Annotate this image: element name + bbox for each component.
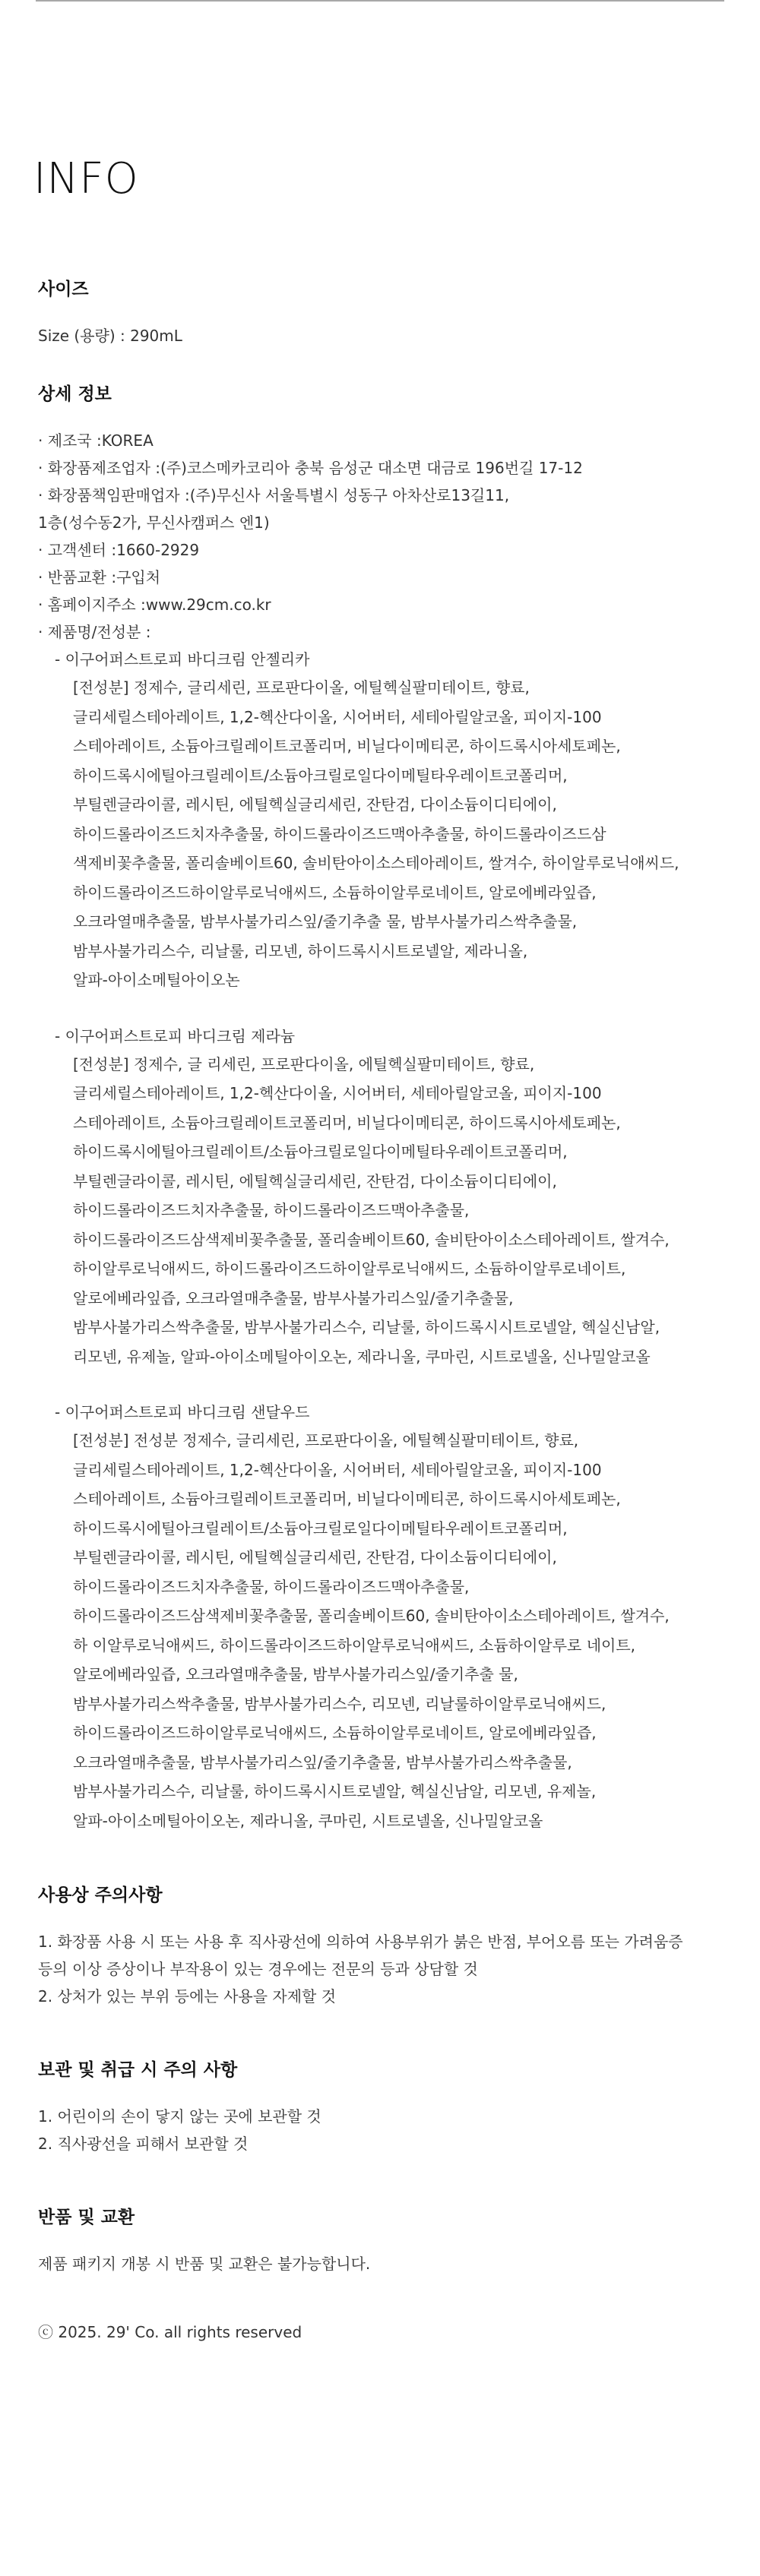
page-title: INFO	[33, 154, 139, 204]
detail-line-origin: · 제조국 :KOREA	[38, 431, 154, 450]
ingredient-line: 알파-아이소메틸아이오논, 제라니올, 쿠마린, 시트로넬올, 신나밀알코올	[73, 1811, 543, 1830]
storage-line: 1. 어린이의 손이 닿지 않는 곳에 보관할 것	[38, 2107, 321, 2126]
ingredient-line: 오크라열매추출물, 밤부사불가리스잎/줄기추출물, 밤부사불가리스싹추출물,	[73, 1753, 572, 1772]
top-divider	[36, 0, 724, 2]
ingredient-list	[55, 673, 730, 995]
detail-line-product-ingredients: · 제품명/전성분 :	[38, 623, 151, 641]
size-heading: 사이즈	[38, 280, 89, 299]
ingredient-line: 스테아레이트, 소듐아크릴레이트코폴리머, 비닐다이메티콘, 하이드록시아세토페논,	[73, 1113, 621, 1132]
product-name: - 이구어퍼스트로피 바디크림 샌달우드	[55, 1403, 310, 1421]
copyright-text: ⓒ 2025. 29' Co. all rights reserved	[38, 2323, 302, 2341]
detail-line-homepage: · 홈페이지주소 :www.29cm.co.kr	[38, 596, 271, 614]
ingredient-line: 부틸렌글라이콜, 레시틴, 에틸헥실글리세린, 잔탄검, 다이소듐이디티에이,	[73, 1171, 557, 1190]
size-line: Size (용량) : 290mL	[38, 327, 182, 345]
ingredient-line: 리모넨, 유제놀, 알파-아이소메틸아이오논, 제라니올, 쿠마린, 시트로넬올, 신나밀알코올	[73, 1347, 651, 1366]
ingredient-line: 글리세릴스테아레이트, 1,2-헥산다이올, 시어버터, 세테아릴알코올, 피이지-100	[73, 1084, 602, 1102]
ingredient-line: 오크라열매추출물, 밤부사불가리스잎/줄기추출 물, 밤부사불가리스싹추출물,	[73, 912, 578, 931]
ingredient-line: 스테아레이트, 소듐아크릴레이트코폴리머, 비닐다이메티콘, 하이드록시아세토페논,	[73, 1490, 621, 1508]
ingredient-line: 하이드롤라이즈드치자추출물, 하이드롤라이즈드맥아추출물,	[73, 1201, 470, 1219]
detail-line-manufacturer: · 화장품제조업자 :(주)코스메카코리아 충북 음성군 대소면 대금로 196번길 17-12	[38, 459, 583, 477]
ingredient-line: 밤부사불가리스수, 리날룰, 리모넨, 하이드록시시트로넬알, 제라니올,	[73, 941, 528, 960]
ingredient-line: 글리세릴스테아레이트, 1,2-헥산다이올, 시어버터, 세테아릴알코올, 피이지-100	[73, 707, 602, 726]
ingredient-line: 알로에베라잎즙, 오크라열매추출물, 밤부사불가리스잎/줄기추출 물,	[73, 1665, 518, 1683]
return-section	[38, 2206, 730, 2277]
detail-line-customer-center: · 고객센터 :1660-2929	[38, 541, 200, 559]
storage-line: 2. 직사광선을 피해서 보관할 것	[38, 2135, 249, 2153]
ingredient-line: 하이드롤라이즈드하이알루로닉애씨드, 소듐하이알루로네이트, 알로에베라잎즙,	[73, 1724, 597, 1742]
ingredient-line: 알로에베라잎즙, 오크라열매추출물, 밤부사불가리스잎/줄기추출물,	[73, 1288, 514, 1307]
ingredient-line: 밤부사불가리스수, 리날룰, 하이드록시시트로넬알, 헥실신남알, 리모넨, 유제놀,	[73, 1782, 597, 1800]
ingredient-line: [전성분] 전성분 정제수, 글리세린, 프로판다이올, 에틸헥실팔미테이트, 향료,	[73, 1431, 579, 1449]
ingredient-line: 하이드롤라이즈드하이알루로닉애씨드, 소듐하이알루로네이트, 알로에베라잎즙,	[73, 883, 597, 902]
detail-line-seller-address: 1층(성수동2가, 무신사캠퍼스 엔1)	[38, 514, 270, 532]
ingredient-line: 하이드록시에틸아크릴레이트/소듐아크릴로일다이메틸타우레이트코폴리머,	[73, 1143, 568, 1161]
detail-heading: 상세 정보	[38, 384, 112, 404]
caution-line: 2. 상처가 있는 부위 등에는 사용을 자제할 것	[38, 1987, 337, 2005]
detail-line-seller: · 화장품책임판매업자 :(주)무신사 서울특별시 성동구 아차산로13길11,	[38, 486, 510, 504]
ingredient-line: 알파-아이소메틸아이오논	[73, 971, 240, 989]
return-heading: 반품 및 교환	[38, 2208, 135, 2227]
product-item	[55, 646, 730, 995]
ingredient-line: 하이드롤라이즈드치자추출물, 하이드롤라이즈드맥아추출물, 하이드롤라이즈드삼	[73, 824, 606, 843]
ingredient-line: 밤부사불가리스싹추출물, 밤부사불가리스수, 리날룰, 하이드록시시트로넬알, 헥실신남알,	[73, 1318, 660, 1336]
ingredient-line: 하 이알루로닉애씨드, 하이드롤라이즈드하이알루로닉애씨드, 소듐하이알루로 네이트,	[73, 1636, 636, 1655]
product-list	[55, 646, 730, 1835]
return-line: 제품 패키지 개봉 시 반품 및 교환은 불가능합니다.	[38, 2255, 371, 2273]
caution-line: 1. 화장품 사용 시 또는 사용 후 직사광선에 의하여 사용부위가 붉은 반점, 부어오름 또는 가려움증	[38, 1933, 683, 1951]
ingredient-line: [전성분] 정제수, 글 리세린, 프로판다이올, 에틸헥실팔미테이트, 향료,	[73, 1054, 535, 1073]
ingredient-line: 스테아레이트, 소듐아크릴레이트코폴리머, 비닐다이메티콘, 하이드록시아세토페논,	[73, 737, 621, 755]
detail-section	[38, 383, 730, 1835]
ingredient-line: 하이드롤라이즈드삼색제비꽃추출물, 폴리솔베이트60, 솔비탄아이소스테아레이트, 쌀겨수,	[73, 1230, 670, 1249]
info-content	[38, 278, 730, 2346]
ingredient-line: 하이드롤라이즈드치자추출물, 하이드롤라이즈드맥아추출물,	[73, 1577, 470, 1596]
ingredient-line: 부틸렌글라이콜, 레시틴, 에틸헥실글리세린, 잔탄검, 다이소듐이디티에이,	[73, 795, 557, 814]
ingredient-line: 하이드롤라이즈드삼색제비꽃추출물, 폴리솔베이트60, 솔비탄아이소스테아레이트, 쌀겨수,	[73, 1607, 670, 1625]
caution-heading: 사용상 주의사항	[38, 1885, 163, 1905]
ingredient-line: [전성분] 정제수, 글리세린, 프로판다이올, 에틸헥실팔미테이트, 향료,	[73, 678, 530, 697]
ingredient-line: 하이드록시에틸아크릴레이트/소듐아크릴로일다이메틸타우레이트코폴리머,	[73, 766, 568, 785]
storage-heading: 보관 및 취급 시 주의 사항	[38, 2060, 238, 2080]
caution-line: 등의 이상 증상이나 부작용이 있는 경우에는 전문의 등과 상담할 것	[38, 1960, 478, 1978]
product-name: - 이구어퍼스트로피 바디크림 안젤리카	[55, 650, 310, 668]
ingredient-list	[55, 1426, 730, 1835]
detail-line-return: · 반품교환 :구입처	[38, 568, 161, 586]
ingredient-line: 색제비꽃추출물, 폴리솔베이트60, 솔비탄아이소스테아레이트, 쌀겨수, 하이알루로닉애씨드,	[73, 854, 679, 872]
ingredient-line: 글리세릴스테아레이트, 1,2-헥산다이올, 시어버터, 세테아릴알코올, 피이지-100	[73, 1460, 602, 1479]
ingredient-line: 부틸렌글라이콜, 레시틴, 에틸헥실글리세린, 잔탄검, 다이소듐이디티에이,	[73, 1548, 557, 1566]
ingredient-line: 하이알루로닉애씨드, 하이드롤라이즈드하이알루로닉애씨드, 소듐하이알루로네이트,	[73, 1260, 626, 1278]
product-item	[55, 1022, 730, 1372]
storage-section	[38, 2059, 730, 2157]
product-item	[55, 1399, 730, 1835]
caution-section	[38, 1884, 730, 2010]
ingredient-line: 밤부사불가리스싹추출물, 밤부사불가리스수, 리모넨, 리날룰하이알루로닉애씨드,	[73, 1694, 606, 1713]
ingredient-line: 하이드록시에틸아크릴레이트/소듐아크릴로일다이메틸타우레이트코폴리머,	[73, 1519, 568, 1538]
product-name: - 이구어퍼스트로피 바디크림 제라늄	[55, 1026, 296, 1045]
size-section	[38, 278, 730, 349]
ingredient-list	[55, 1050, 730, 1372]
